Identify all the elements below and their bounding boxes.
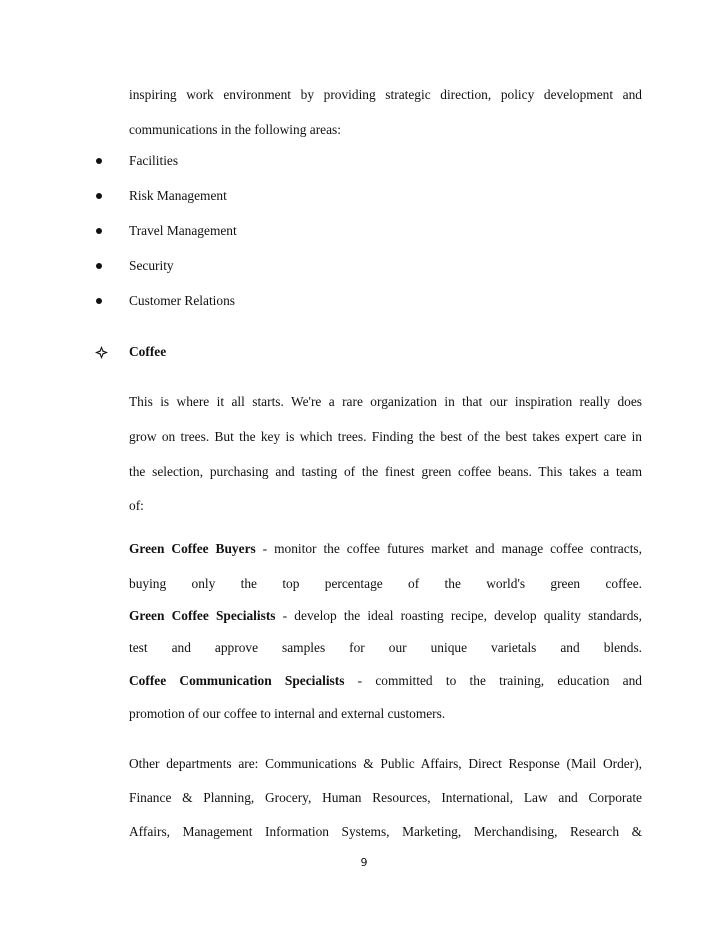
bullet-label: Security <box>129 258 174 273</box>
bullet-icon <box>96 263 102 269</box>
role-specialists-desc: - develop the ideal roasting recipe, develop quality standards, <box>275 608 642 623</box>
role-specialists-line-2: test and approve samples for our unique varietals and blends. <box>129 640 642 655</box>
bullet-label: Risk Management <box>129 188 227 203</box>
diamond-bullet-icon <box>95 346 108 359</box>
paragraph1-line-3: the selection, purchasing and tasting of the finest green coffee beans. This takes a team <box>129 464 642 479</box>
paragraph2-line-3: Affairs, Management Information Systems, Marketing, Merchandising, Research & <box>129 824 642 839</box>
paragraph1-line-1: This is where it all starts. We're a rare organization in that our inspiration really does <box>129 394 642 409</box>
role-buyers-line-2: buying only the top percentage of the world's green coffee. <box>129 576 642 591</box>
role-comm-title: Coffee Communication Specialists <box>129 673 345 688</box>
bullet-icon <box>96 193 102 199</box>
intro-line-1: inspiring work environment by providing strategic direction, policy development and <box>129 87 642 102</box>
role-buyers-title: Green Coffee Buyers <box>129 541 256 556</box>
bullet-icon <box>96 158 102 164</box>
bullet-label: Facilities <box>129 153 179 168</box>
section-heading-text: Coffee <box>129 344 167 359</box>
role-comm-line-1 <box>129 673 642 689</box>
paragraph2-line-2: Finance & Planning, Grocery, Human Resources, International, Law and Corporate <box>129 790 642 805</box>
bullet-label: Travel Management <box>129 223 237 238</box>
bullet-icon <box>96 298 102 304</box>
role-comm-line-2: promotion of our coffee to internal and external customers. <box>129 706 446 721</box>
paragraph1-line-2: grow on trees. But the key is which trees. Finding the best of the best takes expert care in <box>129 429 642 444</box>
role-comm-desc: - committed to the training, education and <box>344 673 642 688</box>
bullet-label: Customer Relations <box>129 293 236 308</box>
page-number: 9 <box>360 856 368 869</box>
bullet-icon <box>96 228 102 234</box>
role-buyers-line-1 <box>129 541 642 557</box>
role-specialists-line-1 <box>129 608 642 624</box>
role-buyers-desc: - monitor the coffee futures market and manage coffee contracts, <box>255 541 642 556</box>
paragraph1-line-4: of: <box>129 498 144 513</box>
paragraph2-line-1: Other departments are: Communications & Public Affairs, Direct Response (Mail Order), <box>129 756 642 771</box>
intro-line-2: communications in the following areas: <box>129 122 341 137</box>
role-specialists-title: Green Coffee Specialists <box>129 608 276 623</box>
